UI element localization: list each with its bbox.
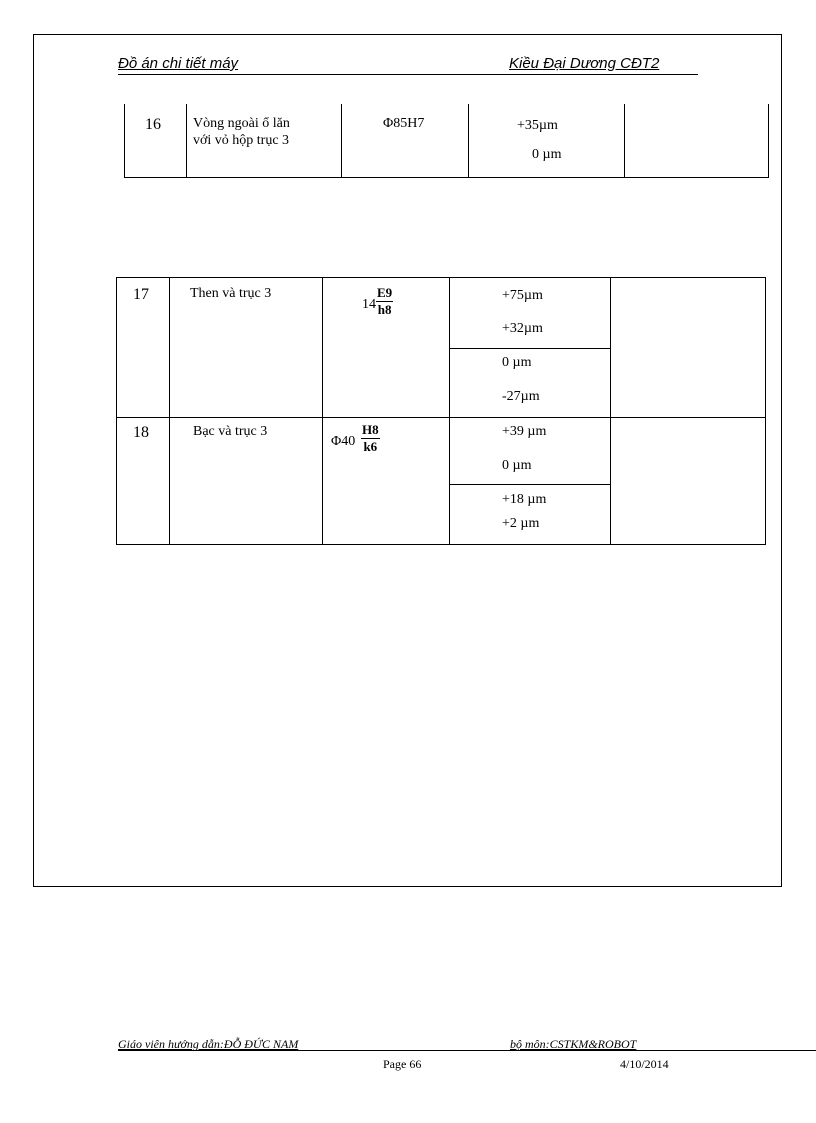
- header-document-title: Đồ án chi tiết máy: [118, 55, 239, 72]
- table-border: [116, 544, 765, 545]
- fit-shaft-tolerance: k6: [363, 439, 378, 454]
- fit-prefix: 14: [362, 297, 376, 312]
- header-rule: [118, 74, 698, 75]
- row-number: 17: [133, 286, 149, 303]
- table-border: [610, 277, 611, 544]
- table-border: [768, 104, 769, 177]
- footer-teacher: Giáo viên hướng dẫn:ĐỖ ĐỨC NAM: [118, 1037, 299, 1051]
- table-border: [449, 277, 450, 544]
- fit-designation: Φ85H7: [383, 116, 425, 131]
- footer-date: 4/10/2014: [620, 1057, 669, 1071]
- table-border: [186, 104, 187, 177]
- table-border: [124, 177, 769, 178]
- table-border: [765, 277, 766, 545]
- fit-fraction: [361, 423, 380, 454]
- part-name: với vỏ hộp trục 3: [193, 133, 290, 148]
- part-name: Vòng ngoài ổ lăn: [193, 116, 290, 131]
- table-border: [624, 104, 625, 177]
- shaft-deviation-lower: +2 µm: [502, 516, 540, 531]
- deviation-lower: 0 µm: [532, 147, 562, 162]
- fit-fraction: [376, 286, 393, 317]
- table-border: [116, 277, 765, 278]
- shaft-deviation-upper: +18 µm: [502, 492, 547, 507]
- header-author: Kiều Đại Dương CĐT2: [509, 55, 660, 72]
- hole-deviation-lower: 0 µm: [502, 458, 532, 473]
- table-border: [449, 348, 610, 349]
- table-border: [449, 484, 610, 485]
- fit-prefix: Φ40: [331, 434, 356, 449]
- hole-deviation-upper: +39 µm: [502, 424, 547, 439]
- table-border: [468, 104, 469, 177]
- table-border: [116, 277, 117, 544]
- shaft-deviation-lower: -27µm: [502, 389, 540, 404]
- fit-shaft-tolerance: h8: [377, 302, 392, 317]
- table-border: [116, 417, 765, 418]
- table-border: [322, 277, 323, 544]
- fit-hole-tolerance: H8: [362, 422, 379, 437]
- part-name: Bạc và trục 3: [193, 424, 268, 439]
- fit-hole-tolerance: E9: [377, 285, 393, 300]
- table-border: [124, 104, 125, 177]
- hole-deviation-upper: +75µm: [502, 288, 543, 303]
- footer-department: bộ môn:CSTKM&ROBOT: [510, 1037, 637, 1051]
- table-border: [169, 277, 170, 544]
- deviation-upper: +35µm: [517, 118, 558, 133]
- shaft-deviation-upper: 0 µm: [502, 355, 532, 370]
- footer-page-number: Page 66: [383, 1057, 422, 1071]
- footer-rule: [118, 1050, 816, 1051]
- row-number: 16: [145, 116, 161, 133]
- page-border: [33, 34, 782, 887]
- row-number: 18: [133, 424, 149, 441]
- part-name: Then và trục 3: [190, 286, 272, 301]
- hole-deviation-lower: +32µm: [502, 321, 543, 336]
- table-border: [341, 104, 342, 177]
